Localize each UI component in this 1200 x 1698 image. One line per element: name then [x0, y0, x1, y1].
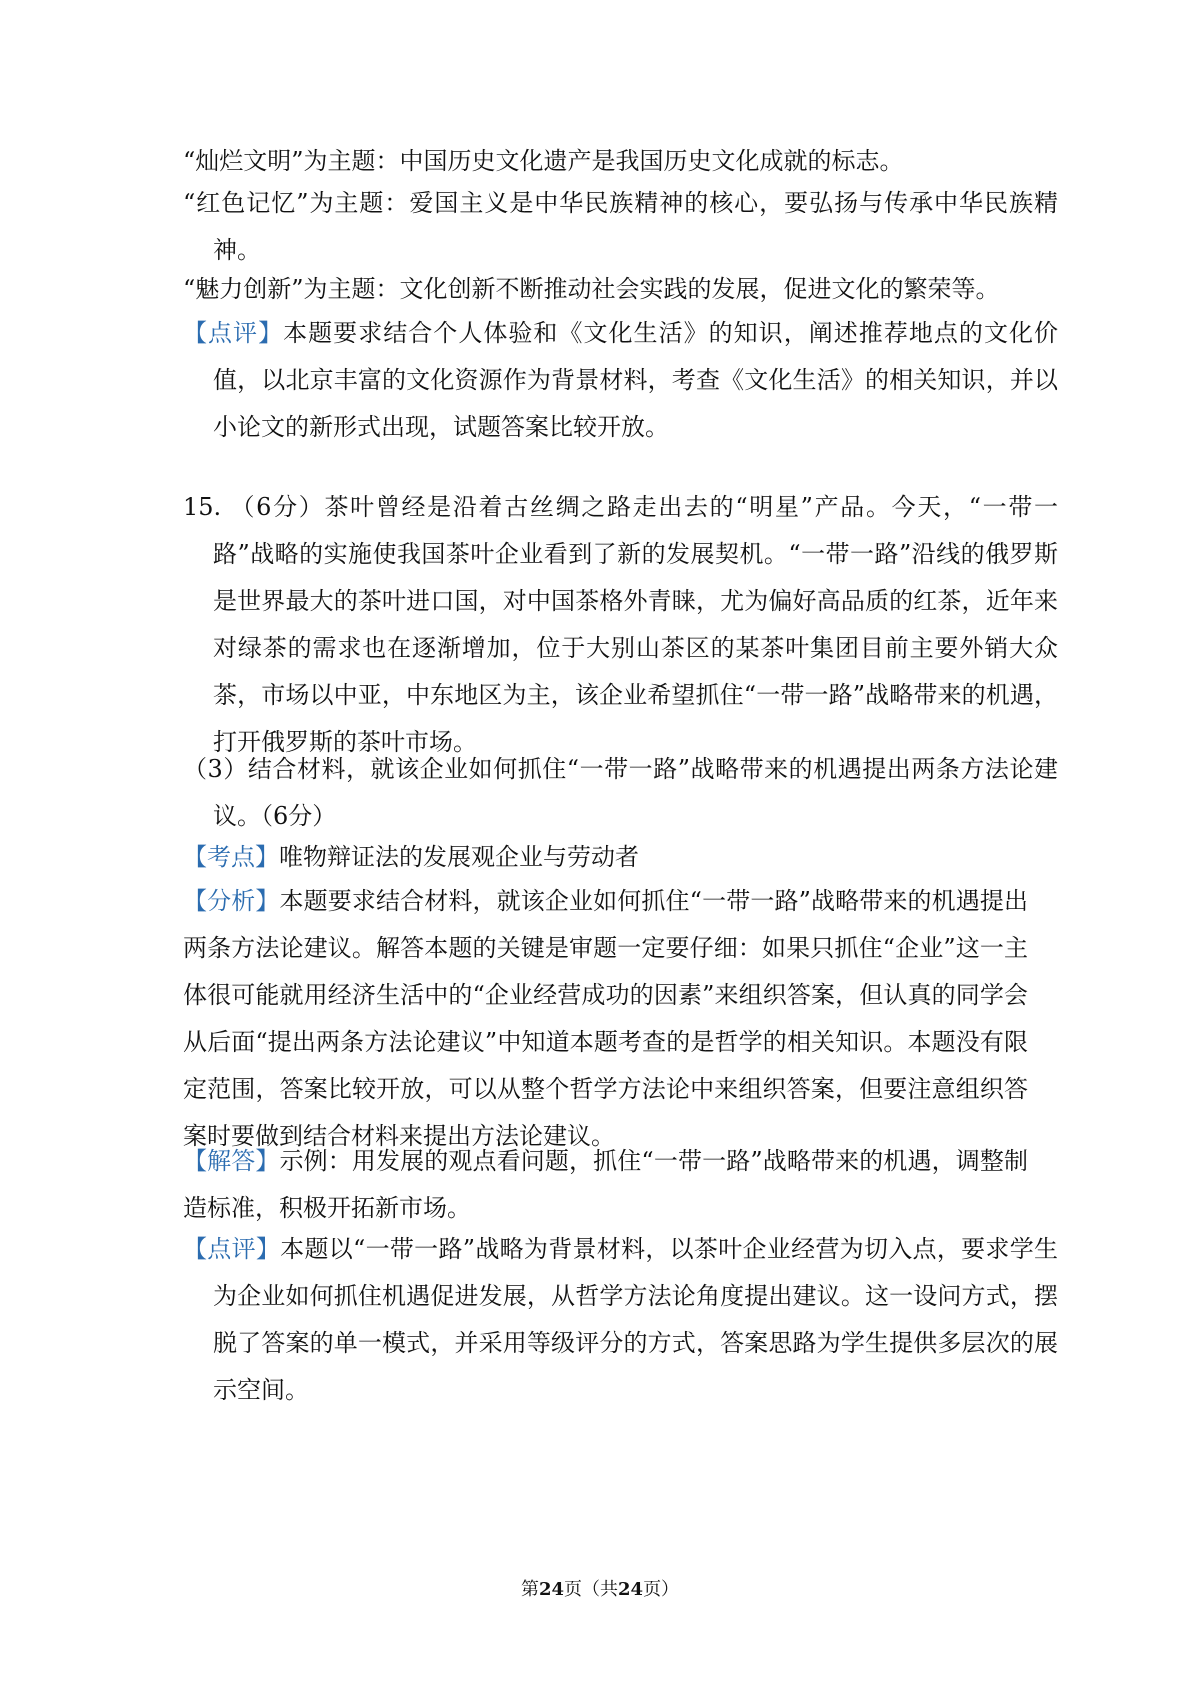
page-footer	[0, 1575, 1200, 1601]
review-block-2	[183, 1226, 1058, 1414]
theme-line-red-memory: “红色记忆”为主题：爱国主义是中华民族精神的核心，要弘扬与传承中华民族精神。	[183, 189, 1058, 264]
review-text: 本题要求结合个人体验和《文化生活》的知识，阐述推荐地点的文化价值，以北京丰富的文化资源作为背景材料，考查《文化生活》的相关知识，并以小论文的新形式出现，试题答案比较开放。	[213, 319, 1059, 441]
jieda-text: 示例：用发展的观点看问题，抓住“一带一路”战略带来的机遇，调整制造标准，积极开拓新市场。	[183, 1147, 1028, 1222]
jieda-block	[183, 1138, 1028, 1232]
kaodian-block	[183, 834, 1028, 881]
question-15-stem: 15. （6分）茶叶曾经是沿着古丝绸之路走出去的“明星”产品。今天，“一带一路”战略的实施使我国茶叶企业看到了新的发展契机。“一带一路”沿线的俄罗斯是世界最大的茶叶进口国，对中国茶格外青睐，尤为偏好高品质的红茶，近年来对绿茶的需求也在逐渐增加，位于大别山茶区的某茶叶集团目前主要外销大众茶，市场以中亚，中东地区为主，该企业希望抓住“一带一路”战略带来的机遇，打开俄罗斯的茶叶市场。	[183, 493, 1058, 756]
question-15-subquestion: （3）结合材料，就该企业如何抓住“一带一路”战略带来的机遇提出两条方法论建议。（6分）	[183, 755, 1058, 830]
fenxi-text: 本题要求结合材料，就该企业如何抓住“一带一路”战略带来的机遇提出两条方法论建议。解答本题的关键是审题一定要仔细：如果只抓住“企业”这一主体很可能就用经济生活中的“企业经营成功的因素”来组织答案，但认真的同学会从后面“提出两条方法论建议”中知道本题考查的是哲学的相关知识。本题没有限定范围，答案比较开放，可以从整个哲学方法论中来组织答案，但要注意组织答案时要做到结合材料来提出方法论建议。	[183, 887, 1028, 1150]
fenxi-tag: 【分析】	[183, 887, 280, 915]
theme-line-innovation: “魅力创新”为主题：文化创新不断推动社会实践的发展，促进文化的繁荣等。	[183, 275, 1000, 303]
review-tag: 【点评】	[183, 319, 284, 347]
footer-prefix: 第	[520, 1579, 539, 1600]
footer-mid: 页（共	[564, 1579, 618, 1600]
review-block-1	[183, 310, 1058, 451]
kaodian-text: 唯物辩证法的发展观企业与劳动者	[279, 843, 639, 871]
fenxi-block	[183, 878, 1028, 1160]
theme-line-splendid: “灿烂文明”为主题：中国历史文化遗产是我国历史文化成就的标志。	[183, 147, 904, 175]
footer-total-pages: 24	[618, 1579, 644, 1600]
kaodian-tag: 【考点】	[183, 843, 279, 871]
footer-suffix: 页）	[643, 1579, 680, 1600]
review-text: 本题以“一带一路”战略为背景材料，以茶叶企业经营为切入点，要求学生为企业如何抓住机遇促进发展，从哲学方法论角度提出建议。这一设问方式，摆脱了答案的单一模式，并采用等级评分的方式，答案思路为学生提供多层次的展示空间。	[213, 1235, 1059, 1404]
jieda-tag: 【解答】	[183, 1147, 280, 1175]
footer-page-number: 24	[538, 1579, 564, 1600]
review-tag: 【点评】	[183, 1235, 281, 1263]
